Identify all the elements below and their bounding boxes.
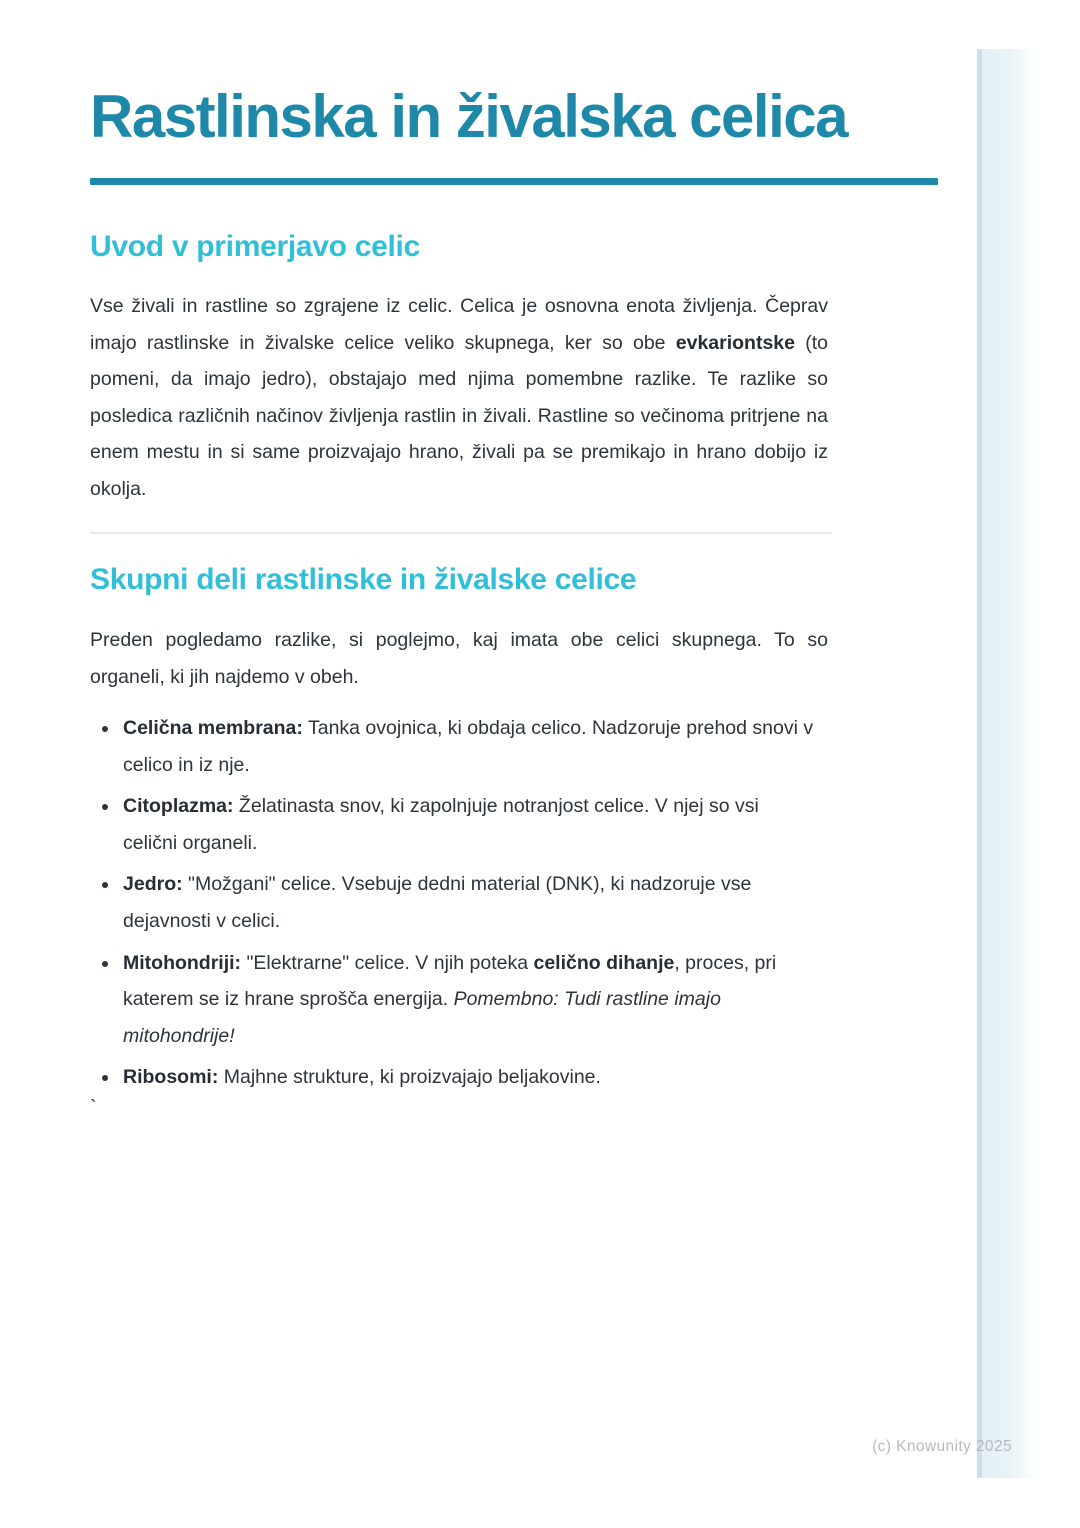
text-run: , proces, pri katerem se iz hrane sprošča energija. bbox=[123, 951, 777, 1011]
text-run: "Možgani" celice. Vsebuje dedni material (DNK), ki nadzoruje vse dejavnosti v celici. bbox=[123, 873, 752, 932]
title-underline-rule bbox=[90, 178, 938, 185]
skupni-intro-paragraph bbox=[90, 622, 828, 695]
watermark: (c) Knowunity 2025 bbox=[872, 1438, 1012, 1455]
text-run: Majhne strukture, ki proizvajajo beljakovine. bbox=[218, 1066, 601, 1089]
section-heading-uvod: Uvod v primerjavo celic bbox=[90, 230, 420, 263]
stray-backtick: ` bbox=[90, 1097, 97, 1119]
italic-text: Pomembno: Tudi rastline imajo mitohondrije! bbox=[123, 988, 721, 1047]
side-accent-strip bbox=[977, 49, 1035, 1478]
bold-text: Ribosomi: bbox=[123, 1066, 219, 1089]
bold-text: Citoplazma: bbox=[123, 795, 234, 818]
text-run: (to pomeni, da imajo jedro), obstajajo med njima pomembne razlike. Te razlike so posledica različnih načinov življenja rastlin in živali. Rastline so večinoma pritrjene na enem mestu in si same proizvajajo hrano, živali pa se premikajo in hrano dobijo iz okolja. bbox=[90, 331, 828, 500]
bold-text: evkariontske bbox=[675, 331, 795, 354]
page-title: Rastlinska in živalska celica bbox=[90, 83, 847, 150]
bold-text: Jedro: bbox=[123, 873, 183, 896]
list-item bbox=[90, 945, 814, 1055]
intro-paragraph bbox=[90, 288, 828, 508]
list-item bbox=[90, 866, 814, 939]
text-run: Želatinasta snov, ki zapolnjuje notranjost celice. V njej so vsi celični organeli. bbox=[123, 795, 759, 854]
text-run: Vse živali in rastline so zgrajene iz celic. Celica je osnovna enota življenja. Čeprav imajo rastlinske in živalske celice veliko skupnega, ker so obe bbox=[90, 295, 828, 354]
organelles-list bbox=[90, 710, 814, 1101]
bold-text: Mitohondriji: bbox=[123, 951, 242, 974]
list-item bbox=[90, 1059, 814, 1096]
text-run: "Elektrarne" celice. V njih poteka bbox=[241, 951, 534, 974]
section-divider bbox=[90, 532, 832, 534]
bold-text: celično dihanje bbox=[533, 951, 675, 974]
section-heading-skupni: Skupni deli rastlinske in živalske celice bbox=[90, 563, 637, 596]
list-item bbox=[90, 710, 814, 783]
text-run: Preden pogledamo razlike, si poglejmo, kaj imata obe celici skupnega. To so organeli, ki jih najdemo v obeh. bbox=[90, 629, 828, 688]
bold-text: Celična membrana: bbox=[123, 717, 303, 739]
list-item bbox=[90, 788, 814, 861]
text-run: Tanka ovojnica, ki obdaja celico. Nadzoruje prehod snovi v celico in iz nje. bbox=[123, 717, 814, 776]
